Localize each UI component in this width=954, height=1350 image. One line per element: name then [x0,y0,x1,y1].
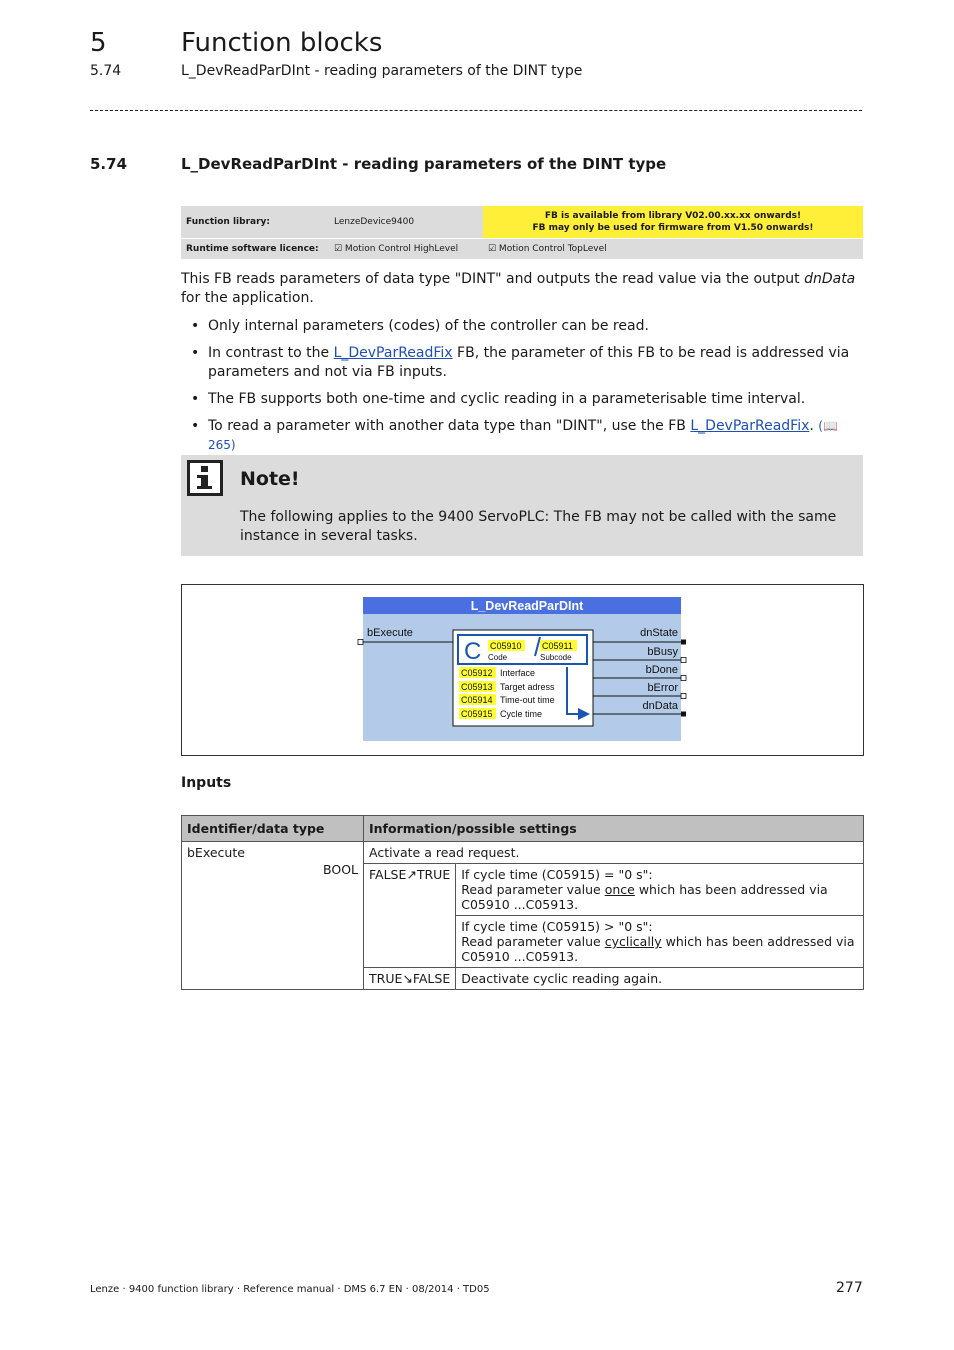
bullet-text-post: FB, the parameter of this FB to be read is addressed via parameters and not via FB inputs. [208,345,850,380]
case-text [461,882,858,912]
output-connector-dndata [681,712,686,717]
case-text-emphasis: once [604,882,635,897]
section-title: L_DevReadParDInt - reading parameters of the DINT type [181,63,583,79]
case-condition: If cycle time (C05915) > "0 s": [461,919,653,934]
column-header-identifier: Identifier/data type [182,816,364,842]
heading-number: 5.74 [90,155,128,173]
section-number: 5.74 [90,63,122,79]
rising-edge-case-once [456,864,864,916]
intro-output-name: dnData [804,271,856,287]
list-item [181,344,863,382]
inputs-table [181,815,864,990]
falling-edge-text: Deactivate cyclic reading again. [456,968,864,990]
input-connector [358,640,363,645]
licence-label: Runtime software licence: [181,239,329,260]
bullet-text-post: . [809,418,814,434]
list-item [181,417,863,455]
subcode-value: C05911 [542,641,573,651]
info-icon [187,460,223,496]
bullet-marker: • [191,418,200,434]
inputs-heading: Inputs [181,775,232,791]
bullet-marker: • [191,391,200,407]
case-text-emphasis: cyclically [604,934,662,949]
note-box [181,455,863,556]
code-caption: Code [488,653,508,662]
param-code: C05912 [461,668,493,678]
rising-edge-case-cyclic [456,916,864,968]
bullet-marker: • [191,318,200,334]
chapter-number: 5 [90,28,107,58]
output-connector-bbusy [681,658,686,663]
output-label-dnstate: dnState [640,627,678,639]
fb-diagram-frame [181,584,864,756]
code-letter: C [464,638,482,665]
bullet-text: Only internal parameters (codes) of the controller can be read. [208,318,649,334]
fb-title: L_DevReadParDInt [470,599,584,613]
param-code: C05913 [461,682,493,692]
falling-edge-label: TRUE↘FALSE [364,968,456,990]
library-info-table [181,206,863,259]
output-label-bdone: bDone [645,664,678,676]
library-value: LenzeDevice9400 [329,206,483,239]
intro-part-1: This FB reads parameters of data type "DINT" and outputs the read value via the output [181,271,805,287]
heading-title: L_DevReadParDInt - reading parameters of the DINT type [181,155,667,173]
page-reference-link[interactable]: (📖 265) [208,419,838,452]
param-label: Time-out time [500,695,555,705]
footer-document-info: Lenze · 9400 function library · Reference manual · DMS 6.7 EN · 08/2014 · TD05 [90,1284,490,1295]
output-label-dndata: dnData [642,700,678,712]
case-condition: If cycle time (C05915) = "0 s": [461,867,653,882]
output-label-berror: bError [647,682,678,694]
library-label: Function library: [181,206,329,239]
param-code: C05915 [461,709,493,719]
rising-edge-label: FALSE↗TRUE [364,864,456,968]
bullet-text: The FB supports both one-time and cyclic reading in a parameterisable time interval. [208,391,806,407]
link-l-devparreadfix-2[interactable]: L_DevParReadFix [690,418,810,434]
case-text [461,934,858,964]
table-row [182,842,864,864]
intro-paragraph [181,270,871,308]
link-l-devparreadfix[interactable]: L_DevParReadFix [333,345,453,361]
case-text-post: which has been addressed via C05910 ...C05913. [461,882,828,912]
output-connector-bdone [681,676,686,681]
bullet-text-pre: In contrast to the [208,345,334,361]
list-item [181,317,863,336]
param-code: C05914 [461,695,493,705]
case-text-post: which has been addressed via C05910 ...C05913. [461,934,855,964]
header-divider [90,110,862,111]
notice-line-2: FB may only be used for firmware from V1.50 onwards! [532,223,814,233]
param-label: Cycle time [500,709,543,719]
column-header-information: Information/possible settings [364,816,864,842]
subcode-caption: Subcode [540,653,572,662]
licence-highlevel: ☑ Motion Control HighLevel [329,239,483,260]
case-text-pre: Read parameter value [461,882,605,897]
fb-diagram [182,585,863,755]
description-cell: Activate a read request. [364,842,864,864]
note-text: The following applies to the 9400 ServoPLC: The FB may not be called with the same instance in several tasks. [240,509,837,544]
output-connector-berror [681,694,686,699]
param-label: Interface [500,668,536,678]
case-text-pre: Read parameter value [461,934,605,949]
param-label: Target adress [500,682,555,692]
list-item [181,390,863,409]
licence-toplevel: ☑ Motion Control TopLevel [483,239,863,260]
feature-list [181,317,863,463]
identifier-cell [182,842,364,990]
input-label: bExecute [367,627,413,639]
output-label-bbusy: bBusy [647,646,678,658]
availability-notice [483,206,863,239]
identifier-datatype: BOOL [323,862,358,877]
intro-part-2: for the application. [181,290,314,306]
chapter-title: Function blocks [181,28,383,58]
page-number: 277 [836,1280,863,1296]
note-title: Note! [240,468,300,490]
code-value: C05910 [490,641,522,651]
notice-line-1: FB is available from library V02.00.xx.xx onwards! [544,211,802,221]
output-connector-dnstate [681,640,686,645]
bullet-text-pre: To read a parameter with another data type than "DINT", use the FB [208,418,691,434]
bullet-marker: • [191,345,200,361]
identifier-name: bExecute [187,845,245,860]
